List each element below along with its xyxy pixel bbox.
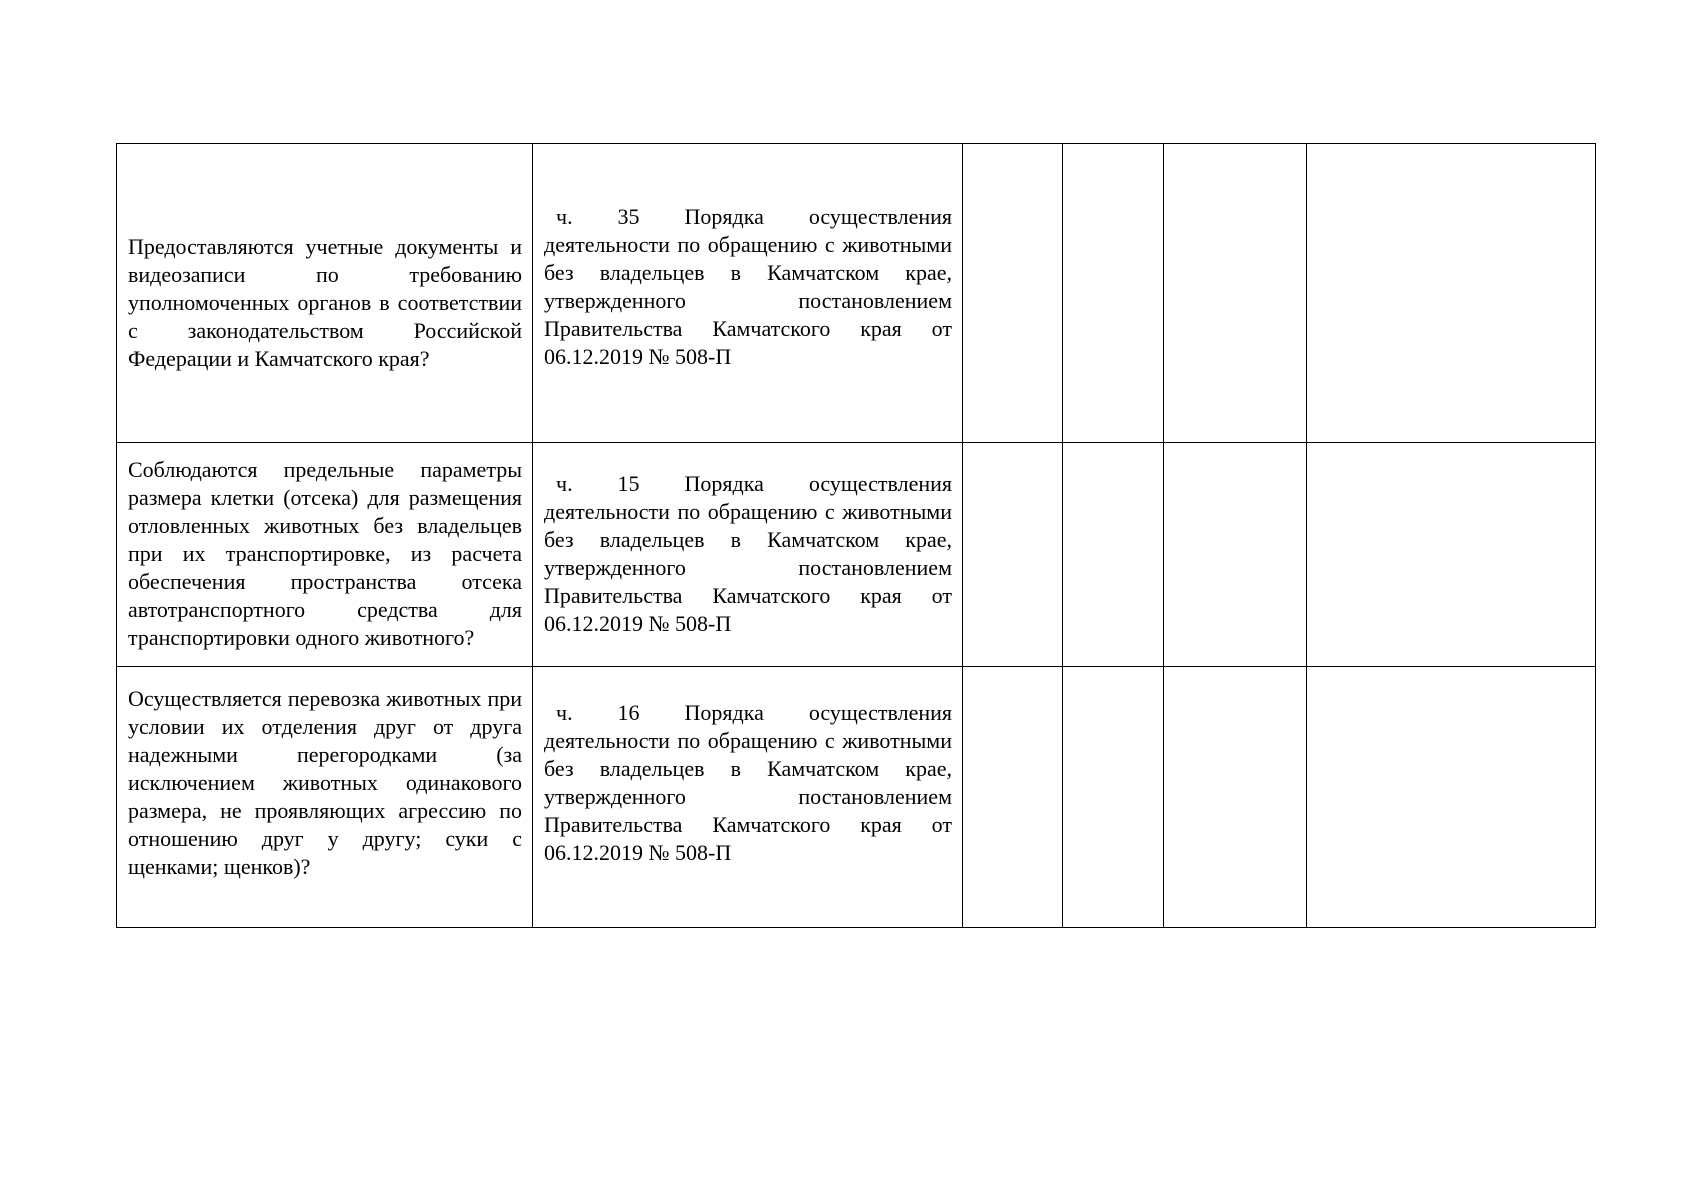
question-cell <box>117 144 533 443</box>
reference-first-line: ч. 35 Порядка осуществления <box>556 204 952 229</box>
answer-cell-yes <box>963 667 1063 928</box>
answer-cell-no <box>1063 667 1164 928</box>
table-row <box>117 443 1596 667</box>
reference-cell <box>533 443 963 667</box>
reference-first-line: ч. 16 Порядка осуществления <box>556 700 952 725</box>
question-text: Соблюдаются предельные параметры размера клетки (отсека) для размещения отловленных животных без владельцев при их транспортировке, из расчета обеспечения пространства отсека автотранспортного средства для транспортировки одного животного? <box>128 456 522 650</box>
answer-cell-na <box>1164 443 1307 667</box>
answer-cell-yes <box>963 144 1063 443</box>
answer-cell-no <box>1063 443 1164 667</box>
question-text: Предоставляются учетные документы и видеозаписи по требованию уполномоченных органов в соответствии с законодательством Российской Федерации и Камчатского края? <box>128 234 522 371</box>
note-cell <box>1307 443 1596 667</box>
reference-cell <box>533 667 963 928</box>
table-row <box>117 667 1596 928</box>
question-text: Осуществляется перевозка животных при условии их отделения друг от друга надежными перегородками (за исключением животных одинакового размера, не проявляющих агрессию по отношению друг у другу; суки с щенками; щенков)? <box>128 686 522 879</box>
reference-text: деятельности по обращению с животными без владельцев в Камчатском крае, утвержденного постановлением Правительства Камчатского края от 06.12.2019 № 508-П <box>544 498 952 636</box>
answer-cell-no <box>1063 144 1164 443</box>
reference-first-line: ч. 15 Порядка осуществления <box>556 470 952 496</box>
note-cell <box>1307 144 1596 443</box>
answer-cell-yes <box>963 443 1063 667</box>
question-cell <box>117 667 533 928</box>
question-cell <box>117 443 533 667</box>
reference-text: деятельности по обращению с животными без владельцев в Камчатском крае, утвержденного постановлением Правительства Камчатского края от 06.12.2019 № 508-П <box>544 728 952 865</box>
answer-cell-na <box>1164 667 1307 928</box>
answer-cell-na <box>1164 144 1307 443</box>
reference-text: деятельности по обращению с животными без владельцев в Камчатском крае, утвержденного постановлением Правительства Камчатского края от 06.12.2019 № 508-П <box>544 232 952 369</box>
checklist-table <box>116 143 1596 928</box>
reference-cell <box>533 144 963 443</box>
note-cell <box>1307 667 1596 928</box>
table-row <box>117 144 1596 443</box>
